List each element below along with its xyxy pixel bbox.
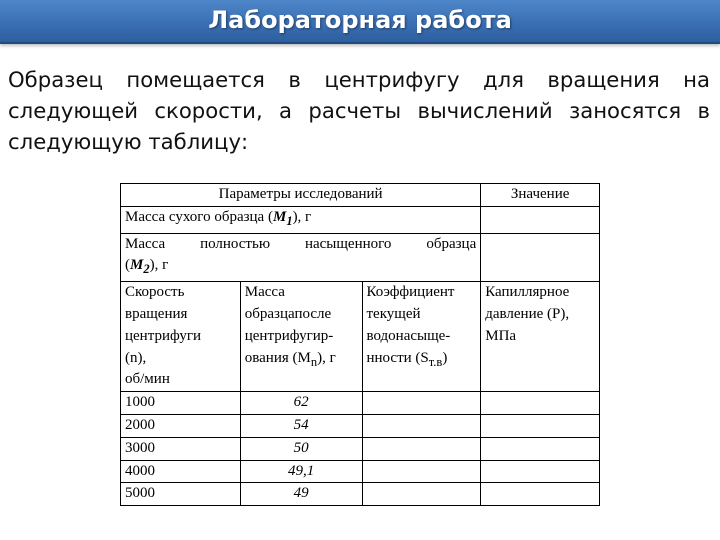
coef-cell	[362, 483, 481, 506]
saturation-coef-header: Коэффициент текущей водонасыще- нности $(S_{т.в})$	[362, 282, 481, 392]
dry-mass-row	[121, 206, 600, 233]
coef-cell	[362, 392, 481, 415]
table-row	[121, 414, 600, 437]
speed-header: Скорость вращения центрифуги (n), об/мин	[121, 282, 241, 392]
intro-paragraph: Образец помещается в центрифугу для вращения на следующей скорости, а расчеты вычислений заносятся в следующую таблицу:	[8, 67, 710, 154]
mass-cell: 50	[240, 437, 362, 460]
mass-cell: 54	[240, 414, 362, 437]
slide-title: Лабораторная работа	[208, 6, 512, 34]
coef-cell	[362, 460, 481, 483]
parameters-table	[120, 183, 600, 506]
header-params-cell: Параметры исследований	[121, 184, 481, 207]
coef-cell	[362, 437, 481, 460]
mass-cell: 62	[240, 392, 362, 415]
pressure-cell	[481, 437, 600, 460]
header-value-cell: Значение	[481, 184, 600, 207]
dry-mass-value	[481, 206, 600, 233]
column-headers-row	[121, 282, 600, 392]
table-header-row	[121, 184, 600, 207]
saturated-mass-label: Масса полностью насыщенного образца $(M_2)$, г	[121, 233, 481, 282]
mass-cell: 49,1	[240, 460, 362, 483]
pressure-cell	[481, 414, 600, 437]
saturated-mass-row	[121, 233, 600, 282]
speed-cell: 1000	[121, 392, 241, 415]
pressure-cell	[481, 460, 600, 483]
table-row	[121, 392, 600, 415]
mass-cell: 49	[240, 483, 362, 506]
table-row	[121, 483, 600, 506]
speed-cell: 4000	[121, 460, 241, 483]
speed-cell: 3000	[121, 437, 241, 460]
speed-cell: 5000	[121, 483, 241, 506]
speed-cell: 2000	[121, 414, 241, 437]
table-row	[121, 460, 600, 483]
pressure-cell	[481, 392, 600, 415]
saturated-mass-value	[481, 233, 600, 282]
capillary-pressure-header: Капиллярное давление (P), МПа	[481, 282, 600, 392]
dry-mass-label: Масса сухого образца $(M_1)$, г	[121, 206, 481, 233]
pressure-cell	[481, 483, 600, 506]
coef-cell	[362, 414, 481, 437]
table-row	[121, 437, 600, 460]
title-bar	[0, 0, 720, 44]
mass-after-header: Масса образцапосле центрифугир- ования $(M_n)$, г	[240, 282, 362, 392]
